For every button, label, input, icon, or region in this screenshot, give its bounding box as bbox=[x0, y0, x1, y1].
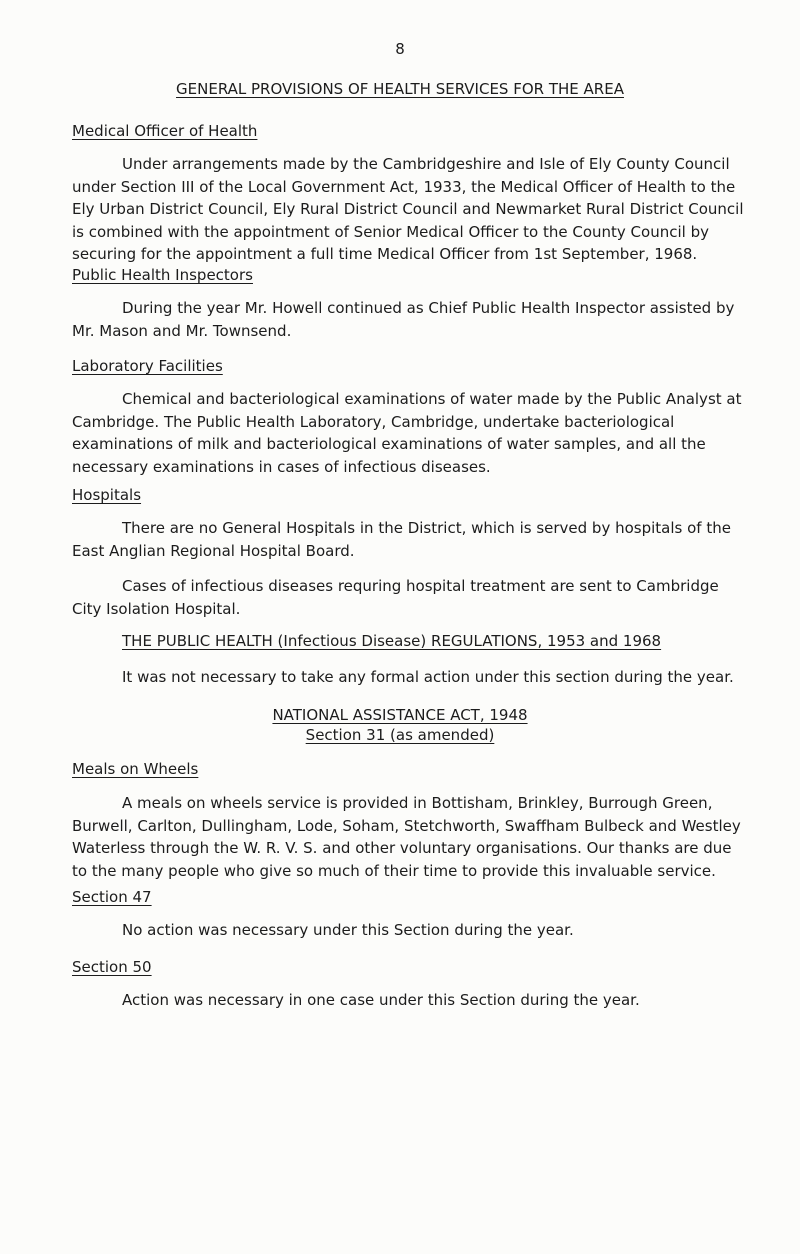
heading-hospitals: Hospitals bbox=[72, 486, 142, 504]
paragraph-public-health-regulations-text: It was not necessary to take any formal action under this section during the year. bbox=[122, 668, 734, 686]
paragraph-section-47 bbox=[72, 919, 744, 942]
heading-national-assistance-act: NATIONAL ASSISTANCE ACT, 1948 bbox=[272, 706, 528, 724]
paragraph-laboratory-facilities-text: Chemical and bacteriological examinations of water made by the Public Analyst at Cambridge. The Public Health Laboratory, Cambridge, undertake bacteriological examinations of milk and bacteriological examinations of water samples, and all the necessary examinations in cases of infectious diseases. bbox=[72, 390, 742, 476]
paragraph-hospitals-2 bbox=[72, 575, 744, 620]
heading-meals-on-wheels: Meals on Wheels bbox=[72, 760, 199, 778]
paragraph-public-health-regulations bbox=[72, 666, 744, 689]
heading-laboratory-facilities: Laboratory Facilities bbox=[72, 357, 223, 375]
heading-medical-officer: Medical Officer of Health bbox=[72, 122, 258, 140]
paragraph-meals-on-wheels bbox=[72, 792, 744, 882]
paragraph-hospitals-2-text: Cases of infectious diseases requring hospital treatment are sent to Cambridge City Isolation Hospital. bbox=[72, 577, 719, 618]
paragraph-section-47-text: No action was necessary under this Section during the year. bbox=[122, 921, 574, 939]
paragraph-section-50-text: Action was necessary in one case under this Section during the year. bbox=[122, 991, 640, 1009]
heading-section-47: Section 47 bbox=[72, 888, 152, 906]
paragraph-hospitals-1 bbox=[72, 517, 744, 562]
subheading-section-31: Section 31 (as amended) bbox=[305, 726, 495, 744]
paragraph-medical-officer-text: Under arrangements made by the Cambridgeshire and Isle of Ely County Council under Section III of the Local Government Act, 1933, the Medical Officer of Health to the Ely Urban District Council, Ely Rural District Council and Newmarket Rural District Council is combined with the appointment of Senior Medical Officer to the County Council by securing for the appointment a full time Medical Officer from 1st September, 1968. bbox=[72, 155, 744, 263]
paragraph-section-50 bbox=[72, 989, 744, 1012]
heading-public-health-regulations: THE PUBLIC HEALTH (Infectious Disease) REGULATIONS, 1953 and 1968 bbox=[122, 632, 662, 650]
paragraph-public-health-inspectors bbox=[72, 297, 744, 342]
paragraph-laboratory-facilities bbox=[72, 388, 744, 478]
page-title: GENERAL PROVISIONS OF HEALTH SERVICES FOR THE AREA bbox=[176, 80, 624, 98]
heading-section-50: Section 50 bbox=[72, 958, 152, 976]
paragraph-public-health-inspectors-text: During the year Mr. Howell continued as Chief Public Health Inspector assisted by Mr. Mason and Mr. Townsend. bbox=[72, 299, 735, 340]
paragraph-meals-on-wheels-text: A meals on wheels service is provided in Bottisham, Brinkley, Burrough Green, Burwell, Carlton, Dullingham, Lode, Soham, Stetchworth, Swaffham Bulbeck and Westley Waterless through the W. R. V. S. and other voluntary organisations. Our thanks are due to the many people who give so much of their time to provide this invaluable service. bbox=[72, 794, 741, 880]
paragraph-medical-officer bbox=[72, 153, 744, 266]
paragraph-hospitals-1-text: There are no General Hospitals in the District, which is served by hospitals of the East Anglian Regional Hospital Board. bbox=[72, 519, 731, 560]
heading-public-health-inspectors: Public Health Inspectors bbox=[72, 266, 253, 284]
page-number: 8 bbox=[395, 40, 405, 58]
